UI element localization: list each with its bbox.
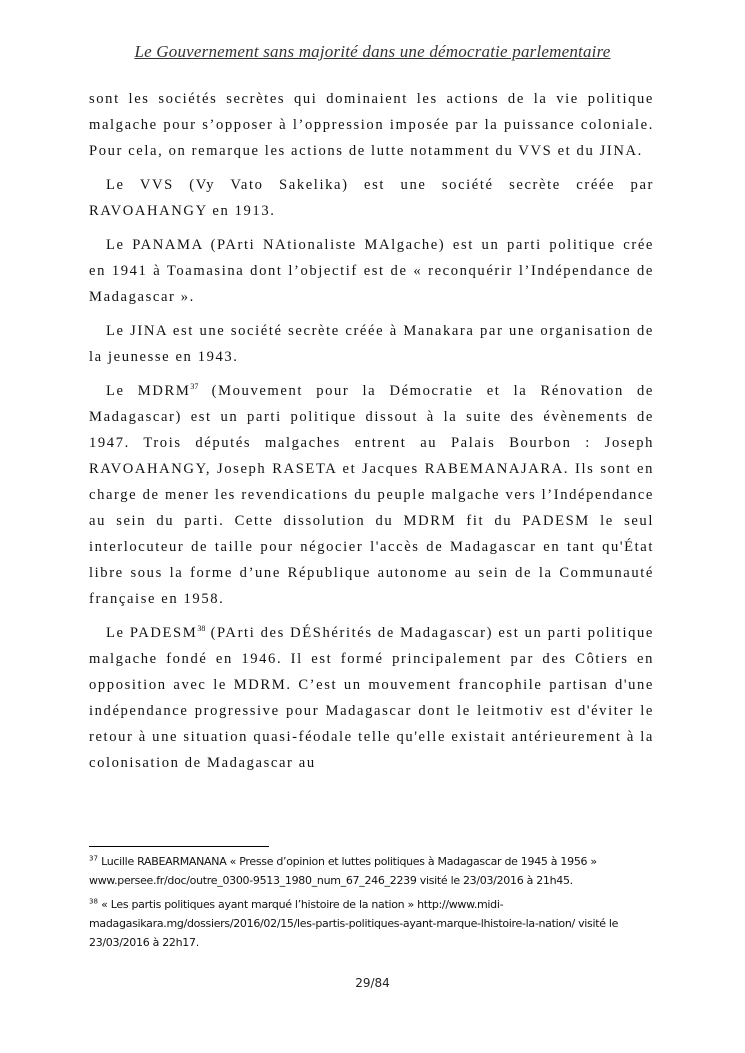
footnote-37 — [89, 852, 654, 890]
footnote-ref-38[interactable]: 38 — [197, 624, 206, 634]
paragraph-secret-societies: sont les sociétés secrètes qui dominaient les actions de la vie politique malgache pour s’opposer à l’oppression imposée par la puissance coloniale. Pour cela, on remarque les actions de lutte notamment du VVS et du JINA. — [89, 91, 654, 159]
paragraph-padesm — [89, 620, 654, 776]
page-number: 29/84 — [355, 976, 390, 990]
mdrm-text: (Mouvement pour la Démocratie et la Rénovation de Madagascar) est un parti politique dissout à la suite des évènements de 1947. Trois députés malgaches entrent au Palais Bourbon : Joseph RAVOAHANGY, Joseph RASETA et Jacques RABEMANAJARA. Ils sont en charge de mener les revendications du peuple malgache vers l’Indépendance au sein du parti. Cette dissolution du MDRM fit du PADESM le seul interlocuteur de taille pour négocier l'accès de Madagascar en tant qu'État libre sous la forme d’une République autonome au sein de la Communauté française en 1958. — [89, 383, 655, 607]
footnotes — [89, 852, 654, 957]
padesm-text: (PArti des DÉShérités de Madagascar) est un parti politique malgache fondé en 1946. Il est formé principalement par des Côtiers en opposition avec le MDRM. C’est un mouvement francophile partisan d'une indépendance progressive pour Madagascar dont le leitmotiv est d'éviter le retour à une situation quasi-féodale telle qu'elle existait antérieurement à la colonisation de Madagascar au — [89, 625, 654, 771]
footnote-ref-37[interactable]: 37 — [190, 382, 199, 392]
padesm-lead: Le PADESM — [106, 625, 198, 641]
body-text — [89, 86, 654, 784]
footnote-number: 37 — [89, 854, 98, 863]
paragraph-jina: Le JINA est une société secrète créée à Manakara par une organisation de la jeunesse en 1943. — [89, 323, 654, 365]
paragraph-panama: Le PANAMA (PArti NAtionaliste MAlgache) est un parti politique crée en 1941 à Toamasina dont l’objectif est de « reconquérir l’Indépendance de Madagascar ». — [89, 237, 654, 305]
paragraph-mdrm — [89, 378, 654, 612]
running-header: Le Gouvernement sans majorité dans une démocratie parlementaire — [134, 42, 611, 61]
footnote-number: 38 — [89, 897, 98, 906]
paragraph-vvs: Le VVS (Vy Vato Sakelika) est une société secrète créée par RAVOAHANGY en 1913. — [89, 177, 654, 219]
footnote-separator — [89, 846, 269, 847]
footnote-text: Lucille RABEARMANANA « Presse d’opinion et luttes politiques à Madagascar de 1945 à 1956 » www.persee.fr/doc/outre_0300-9513_1980_num_67_246_2239 visité le 23/03/2016 à 21h45. — [89, 855, 597, 887]
mdrm-lead: Le MDRM — [106, 383, 191, 399]
footnote-text: « Les partis politiques ayant marqué l’histoire de la nation » http://www.midi-madagasikara.mg/dossiers/2016/02/15/les-partis-politiques-ayant-marque-lhistoire-la-nation/ visité le 23/03/2016 à 22h17. — [89, 898, 619, 949]
footnote-38 — [89, 895, 654, 952]
